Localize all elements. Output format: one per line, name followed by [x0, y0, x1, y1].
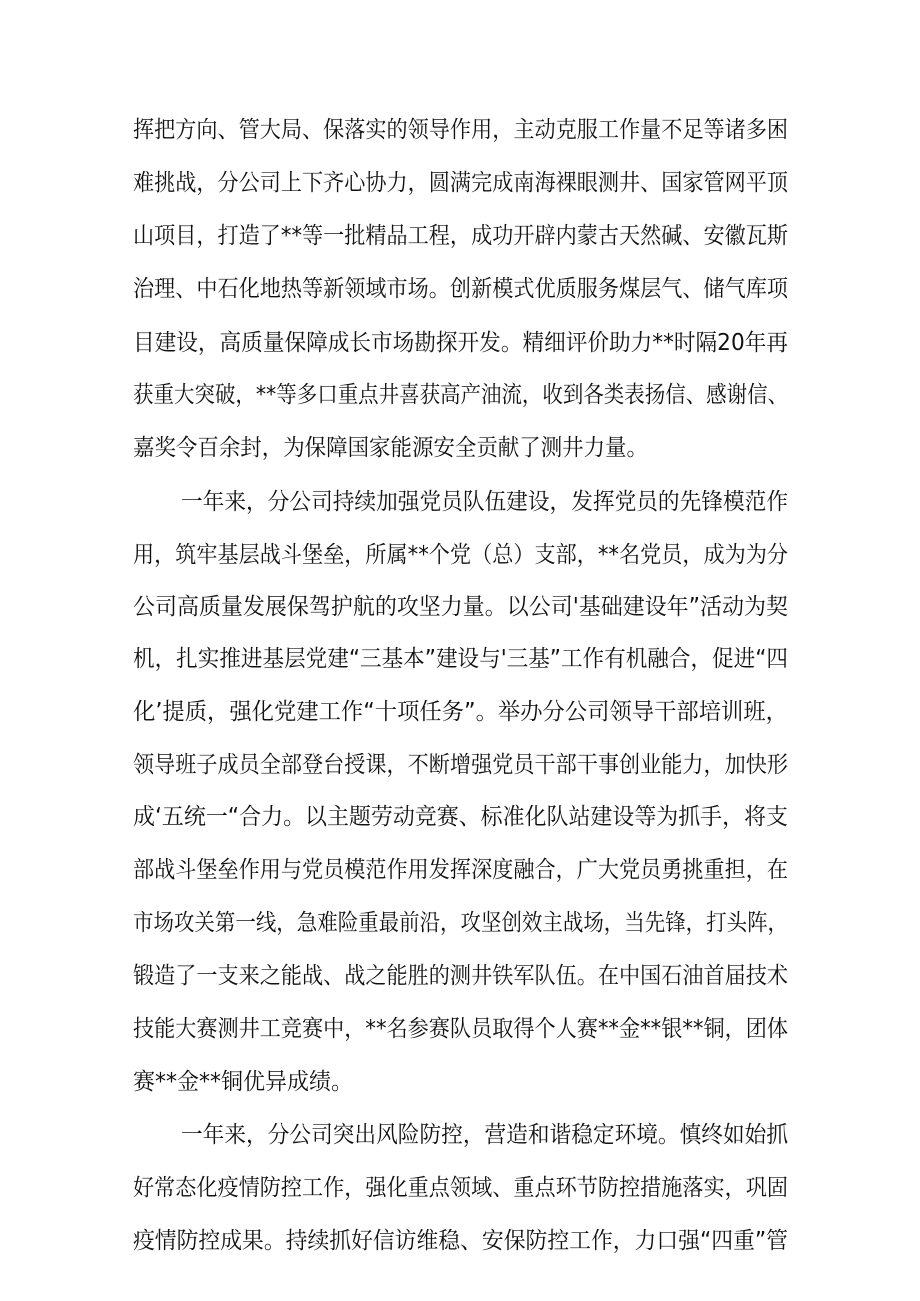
text-line: 公司高质量发展保驾护航的攻坚力量。以公司'基础建设年”活动为契 — [133, 594, 788, 620]
text-line: 治理、中石化地热等新领域市场。创新模式优质服务煤层气、储气库项 — [133, 276, 788, 302]
text-line: 部战斗堡垒作用与党员模范作用发挥深度融合，广大党员勇挑重担，在 — [133, 857, 788, 883]
text-line: 成‘五统一“合力。以主题劳动竞赛、标准化队站建设等为抓手，将支 — [133, 804, 788, 830]
text-line: 好常态化疫情防控工作，强化重点领域、重点环节防控措施落实，巩固 — [133, 1175, 788, 1201]
text-line: 技能大赛测井工竞赛中，**名参赛队员取得个人赛**金**银**铜，团体 — [133, 1016, 788, 1042]
text-line: 挥把方向、管大局、保落实的领导作用，主动克服工作量不足等诸多困 — [133, 117, 788, 143]
text-line: 难挑战，分公司上下齐心协力，圆满完成南海裸眼测井、国家管网平顶 — [133, 170, 788, 196]
text-line: 一年来，分公司突出风险防控，营造和谐稳定环境。慎终如始抓 — [181, 1122, 788, 1148]
text-line: 山项目，打造了**等一批精品工程，成功开辟内蒙古天然碱、安徽瓦斯 — [133, 223, 788, 249]
text-line: 领导班子成员全部登台授课，不断增强党员干部干事创业能力，加快形 — [133, 752, 788, 778]
text-line: 机，扎实推进基层党建“三基本”建设与'三基”工作有机融合，促进“四 — [133, 646, 788, 672]
text-line: 疫情防控成果。持续抓好信访维稳、安保防控工作，力口强“四重”管 — [133, 1228, 788, 1254]
text-line: 市场攻关第一线，急难险重最前沿，攻坚创效主战场，当先锋，打头阵， — [133, 910, 788, 936]
text-line: 赛**金**铜优异成绩。 — [133, 1069, 353, 1095]
text-line: 化’提质，强化党建工作“十项任务”。举办分公司领导干部培训班， — [133, 699, 788, 725]
text-line: 用，筑牢基层战斗堡垒，所属**个党（总）支部，**名党员，成为为分 — [133, 542, 788, 568]
text-line: 一年来，分公司持续加强党员队伍建设，发挥党员的先锋模范作 — [181, 489, 788, 515]
text-line: 嘉奖令百余封，为保障国家能源安全贡献了测井力量。 — [133, 435, 648, 461]
text-line: 获重大突破，**等多口重点井喜获高产油流，收到各类表扬信、感谢信、 — [133, 382, 788, 408]
text-line: 锻造了一支来之能战、战之能胜的测井铁军队伍。在中国石油首届技术 — [133, 963, 788, 989]
text-line: 目建设，高质量保障成长市场勘探开发。精细评价助力**时隔20年再 — [133, 330, 788, 356]
